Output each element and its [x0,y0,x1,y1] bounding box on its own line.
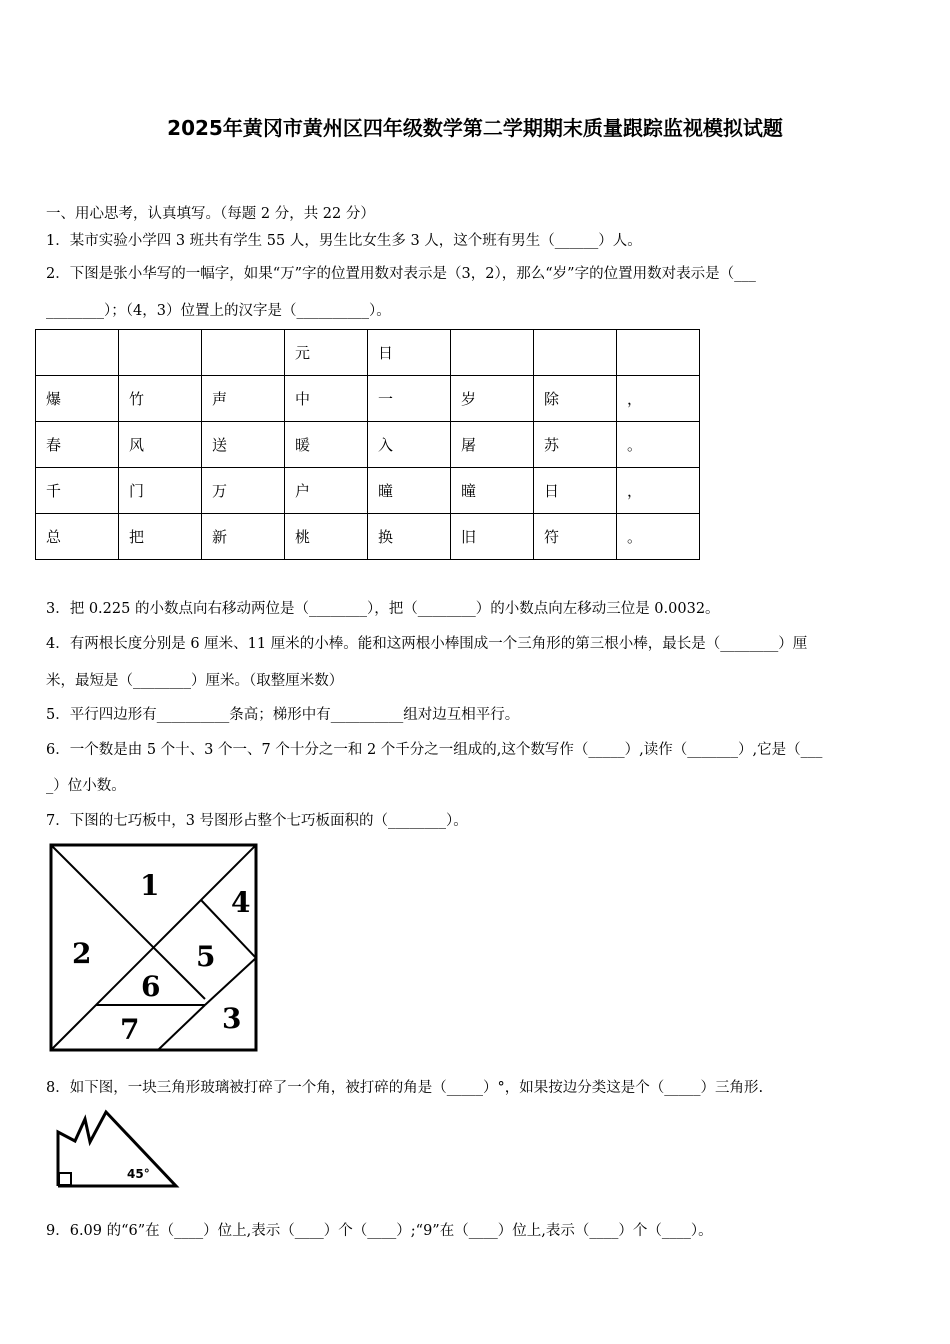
question-1: 1．某市实验小学四 3 班共有学生 55 人，男生比女生多 3 人，这个班有男生（______）人。 [46,233,642,249]
grid-cell: 符 [534,514,617,560]
grid-cell: 千 [36,468,119,514]
tangram-label-6: 6 [141,970,161,1003]
tangram-label-4: 4 [231,886,251,919]
grid-cell: 。 [617,514,700,560]
grid-cell: 曈 [368,468,451,514]
grid-cell: 入 [368,422,451,468]
question-2-line-2: ________）；（4，3）位置上的汉字是（__________）。 [46,303,391,319]
question-3: 3．把 0.225 的小数点向右移动两位是（________），把（________）的小数点向左移动三位是 0.0032。 [46,601,720,617]
grid-cell: 日 [534,468,617,514]
tangram-line [51,845,205,999]
grid-cell: 曈 [451,468,534,514]
grid-cell: 新 [202,514,285,560]
question-8: 8．如下图，一块三角形玻璃被打碎了一个角，被打碎的角是（_____）°，如果按边分类这是个（_____）三角形. [46,1080,764,1096]
broken-triangle-figure [50,1105,182,1191]
grid-row [36,468,700,514]
grid-cell: 风 [119,422,202,468]
grid-cell: 屠 [451,422,534,468]
tangram-label-1: 1 [140,869,160,902]
grid-cell [617,330,700,376]
grid-cell: 桃 [285,514,368,560]
tangram-figure [46,840,262,1056]
grid-cell: 声 [202,376,285,422]
question-4-line-2: 米，最短是（________）厘米。（取整厘米数） [46,673,344,689]
grid-cell: 旧 [451,514,534,560]
right-angle-mark [59,1173,71,1185]
grid-cell [451,330,534,376]
tangram-label-7: 7 [120,1013,140,1046]
grid-cell: 。 [617,422,700,468]
grid-cell: 户 [285,468,368,514]
question-6-line-1: 6．一个数是由 5 个十、3 个一、7 个十分之一和 2 个千分之一组成的,这个数写作（_____）,读作（_______）,它是（___ [46,742,823,758]
tangram-line [158,1005,205,1050]
grid-row [36,422,700,468]
grid-cell: 一 [368,376,451,422]
grid-cell [36,330,119,376]
grid-cell: 岁 [451,376,534,422]
character-grid [35,329,700,560]
grid-cell: 总 [36,514,119,560]
grid-row [36,514,700,560]
grid-cell: ， [617,376,700,422]
tangram-label-5: 5 [196,940,216,973]
grid-cell: 日 [368,330,451,376]
question-7: 7．下图的七巧板中，3 号图形占整个七巧板面积的（________）。 [46,813,468,829]
grid-cell [202,330,285,376]
grid-cell: 万 [202,468,285,514]
grid-cell: 元 [285,330,368,376]
broken-triangle-outline [58,1112,176,1186]
grid-cell: 除 [534,376,617,422]
question-5: 5．平行四边形有__________条高；梯形中有__________组对边互相平行。 [46,707,520,723]
grid-cell: 送 [202,422,285,468]
grid-cell: 暖 [285,422,368,468]
grid-cell: 把 [119,514,202,560]
question-6-line-2: _）位小数。 [46,778,126,794]
tangram-label-3: 3 [222,1002,242,1035]
tangram-label-2: 2 [72,937,92,970]
section-heading: 一、用心思考，认真填写。（每题 2 分，共 22 分） [46,206,375,222]
question-4-line-1: 4．有两根长度分别是 6 厘米、11 厘米的小棒。能和这两根小棒围成一个三角形的第三根小棒，最长是（________）厘 [46,636,808,652]
grid-cell: 中 [285,376,368,422]
grid-cell: 换 [368,514,451,560]
grid-cell: ， [617,468,700,514]
grid-cell: 苏 [534,422,617,468]
grid-cell [119,330,202,376]
grid-row [36,376,700,422]
page-title: 2025年黄冈市黄州区四年级数学第二学期期末质量跟踪监视模拟试题 [167,116,783,140]
grid-cell: 门 [119,468,202,514]
grid-cell [534,330,617,376]
grid-row [36,330,700,376]
question-2-line-1: 2．下图是张小华写的一幅字，如果“万”字的位置用数对表示是（3，2），那么“岁”字的位置用数对表示是（___ [46,266,756,282]
grid-cell: 春 [36,422,119,468]
question-9: 9．6.09 的“6”在（____）位上,表示（____）个（____）;“9”在（____）位上,表示（____）个（____）。 [46,1223,713,1239]
grid-cell: 爆 [36,376,119,422]
grid-cell: 竹 [119,376,202,422]
angle-label: 45° [127,1167,150,1181]
